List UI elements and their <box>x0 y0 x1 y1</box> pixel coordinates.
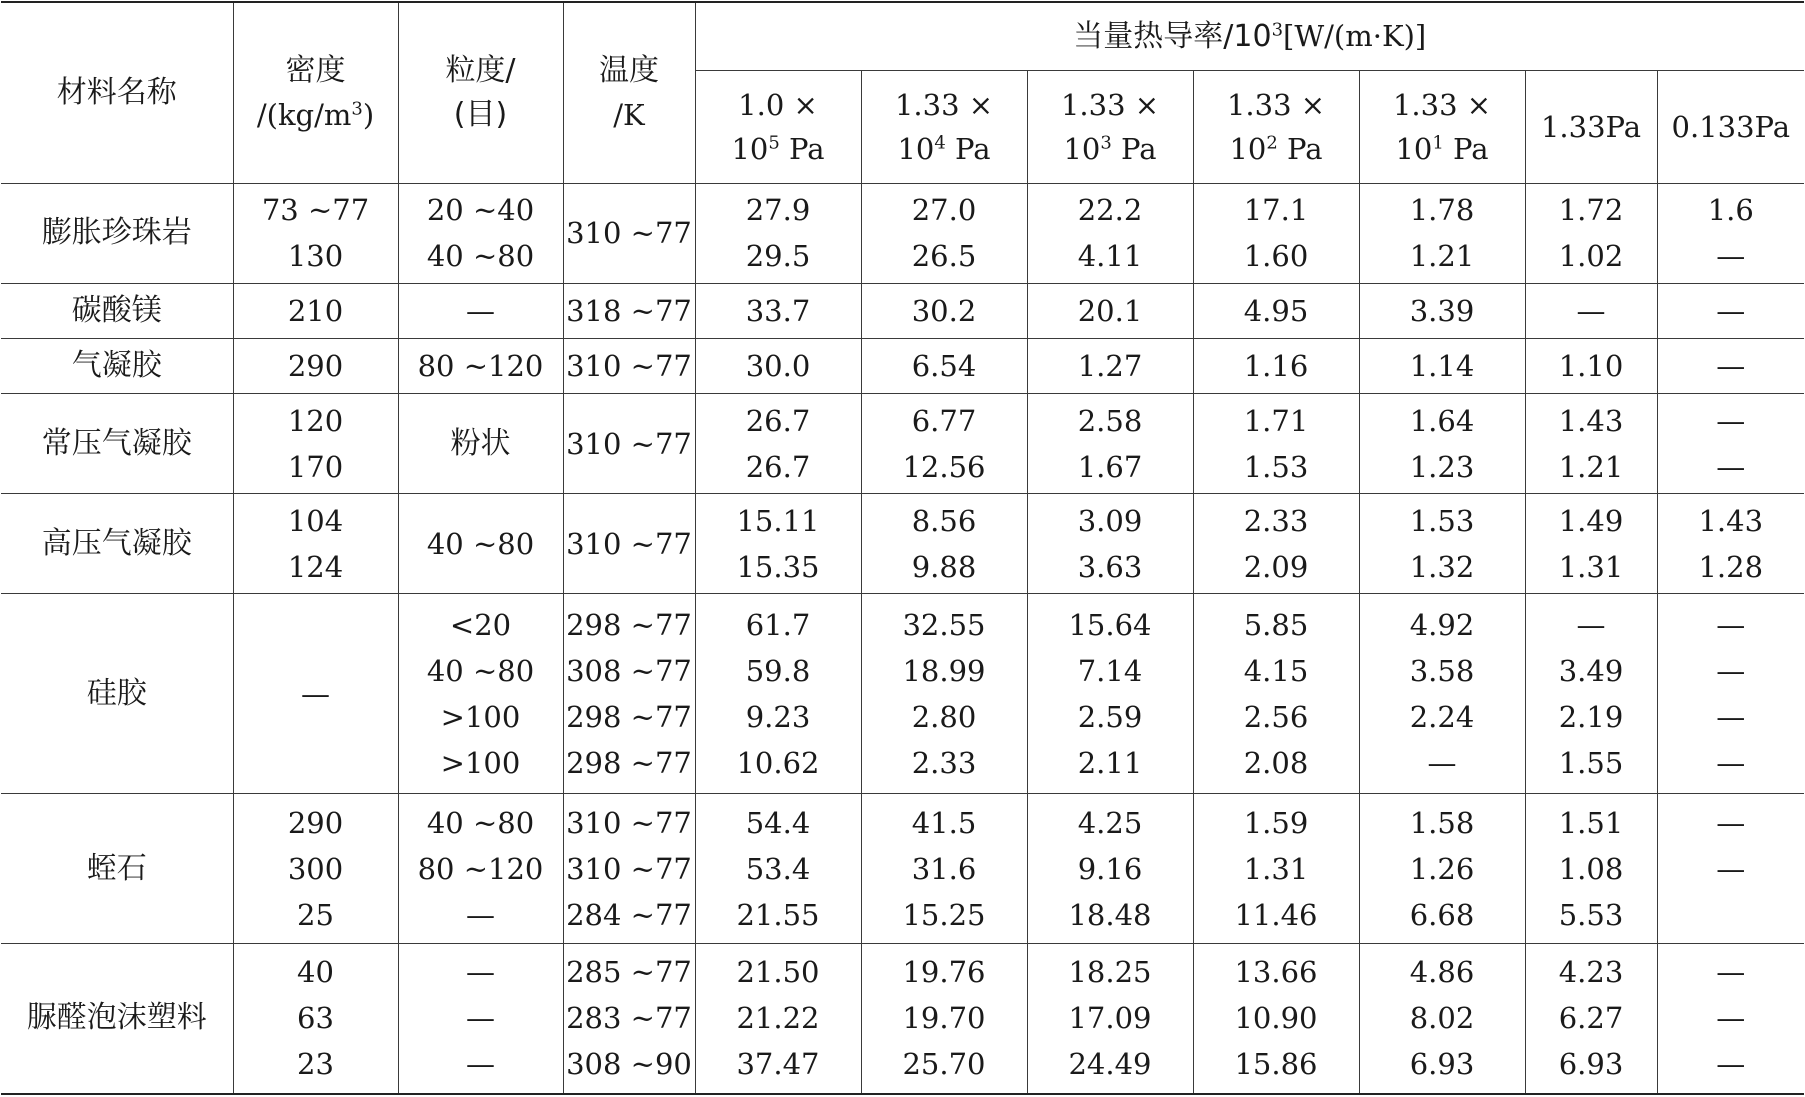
table-row <box>1 943 1804 1094</box>
header-density-unit: $/(kg/m^3)$ <box>256 97 375 132</box>
conductivity-cell-0: 33.7 <box>695 283 861 338</box>
conductivity-cell-5: 1.43 1.21 <box>1525 393 1657 493</box>
conductivity-cell-1: 27.0 26.5 <box>861 183 1027 283</box>
table-row <box>1 794 1804 944</box>
table-row <box>1 494 1804 594</box>
table-row <box>1 283 1804 338</box>
conductivity-cell-5: 1.10 <box>1525 338 1657 393</box>
granularity-cell: — <box>398 283 563 338</box>
table-row <box>1 183 1804 283</box>
conductivity-cell-2: 20.1 <box>1027 283 1193 338</box>
table-body <box>1 183 1804 1094</box>
conductivity-cell-2: 22.2 4.11 <box>1027 183 1193 283</box>
header-conductivity: 当量热导率$/10^3[W/(m\cdot K)]$ <box>695 2 1804 70</box>
conductivity-cell-3: 1.59 1.31 11.46 <box>1193 794 1359 944</box>
conductivity-cell-0: 54.4 53.4 21.55 <box>695 794 861 944</box>
conductivity-cell-3: 2.33 2.09 <box>1193 494 1359 594</box>
conductivity-cell-2: 3.09 3.63 <box>1027 494 1193 594</box>
material-name-cell: 高压气凝胶 <box>1 494 233 594</box>
conductivity-cell-4: 3.39 <box>1359 283 1525 338</box>
conductivity-cell-6: — — <box>1657 794 1804 944</box>
conductivity-cell-1: 32.55 18.99 2.80 2.33 <box>861 594 1027 794</box>
material-name-cell: 硅胶 <box>1 594 233 794</box>
header-temperature-label: 温度 <box>599 52 659 88</box>
header-pressure-2: 1.33 × $10^3$ Pa <box>1027 70 1193 183</box>
conductivity-cell-3: 1.16 <box>1193 338 1359 393</box>
conductivity-cell-4: 4.92 3.58 2.24 — <box>1359 594 1525 794</box>
header-pressure-3: 1.33 × $10^2$ Pa <box>1193 70 1359 183</box>
header-pressure-5: 1.33Pa <box>1525 70 1657 183</box>
conductivity-cell-4: 1.53 1.32 <box>1359 494 1525 594</box>
conductivity-cell-1: 19.76 19.70 25.70 <box>861 943 1027 1094</box>
header-pressure-1: 1.33 × $10^4$ Pa <box>861 70 1027 183</box>
temperature-cell: 310 ~77 310 ~77 284 ~77 <box>563 794 695 944</box>
conductivity-cell-5: 4.23 6.27 6.93 <box>1525 943 1657 1094</box>
density-cell: — <box>233 594 398 794</box>
density-cell: 40 63 23 <box>233 943 398 1094</box>
conductivity-cell-6: — <box>1657 338 1804 393</box>
conductivity-cell-6: — — — <box>1657 943 1804 1094</box>
density-cell: 73 ~77 130 <box>233 183 398 283</box>
conductivity-cell-5: 1.49 1.31 <box>1525 494 1657 594</box>
conductivity-cell-6: — — <box>1657 393 1804 493</box>
material-name-cell: 膨胀珍珠岩 <box>1 183 233 283</box>
granularity-cell: <20 40 ~80 >100 >100 <box>398 594 563 794</box>
table-header <box>1 2 1804 183</box>
header-pressure-0: 1.0 × $10^5$ Pa <box>695 70 861 183</box>
temperature-cell: 310 ~77 <box>563 393 695 493</box>
granularity-cell: 40 ~80 80 ~120 — <box>398 794 563 944</box>
conductivity-cell-3: 4.95 <box>1193 283 1359 338</box>
conductivity-cell-4: 4.86 8.02 6.93 <box>1359 943 1525 1094</box>
temperature-cell: 298 ~77 308 ~77 298 ~77 298 ~77 <box>563 594 695 794</box>
temperature-cell: 310 ~77 <box>563 494 695 594</box>
table-row <box>1 338 1804 393</box>
temperature-cell: 285 ~77 283 ~77 308 ~90 <box>563 943 695 1094</box>
temperature-cell: 310 ~77 <box>563 183 695 283</box>
temperature-cell: 310 ~77 <box>563 338 695 393</box>
conductivity-cell-6: — — — — <box>1657 594 1804 794</box>
conductivity-cell-5: — <box>1525 283 1657 338</box>
granularity-cell: 粉状 <box>398 393 563 493</box>
conductivity-cell-2: 2.58 1.67 <box>1027 393 1193 493</box>
granularity-cell: — — — <box>398 943 563 1094</box>
conductivity-cell-0: 30.0 <box>695 338 861 393</box>
header-pressure-6: 0.133Pa <box>1657 70 1804 183</box>
conductivity-cell-3: 13.66 10.90 15.86 <box>1193 943 1359 1094</box>
density-cell: 210 <box>233 283 398 338</box>
header-temperature <box>563 2 695 183</box>
conductivity-cell-3: 17.1 1.60 <box>1193 183 1359 283</box>
conductivity-cell-2: 4.25 9.16 18.48 <box>1027 794 1193 944</box>
material-name-cell: 常压气凝胶 <box>1 393 233 493</box>
temperature-cell: 318 ~77 <box>563 283 695 338</box>
material-name-cell: 气凝胶 <box>1 338 233 393</box>
conductivity-cell-6: — <box>1657 283 1804 338</box>
conductivity-cell-0: 27.9 29.5 <box>695 183 861 283</box>
material-name-cell: 脲醛泡沫塑料 <box>1 943 233 1094</box>
conductivity-cell-2: 1.27 <box>1027 338 1193 393</box>
thermal-conductivity-table <box>1 1 1804 1095</box>
header-density <box>233 2 398 183</box>
conductivity-cell-1: 30.2 <box>861 283 1027 338</box>
header-pressure-4: 1.33 × $10^1$ Pa <box>1359 70 1525 183</box>
header-material <box>1 2 233 183</box>
header-granularity-label: 粒度/ <box>445 52 516 88</box>
header-temperature-unit: /K <box>613 97 645 132</box>
density-cell: 290 <box>233 338 398 393</box>
material-name-cell: 碳酸镁 <box>1 283 233 338</box>
density-cell: 290 300 25 <box>233 794 398 944</box>
density-cell: 104 124 <box>233 494 398 594</box>
conductivity-cell-3: 5.85 4.15 2.56 2.08 <box>1193 594 1359 794</box>
header-density-label: 密度 <box>285 52 346 88</box>
conductivity-cell-1: 6.54 <box>861 338 1027 393</box>
header-granularity-unit: (目) <box>453 96 508 132</box>
conductivity-cell-6: 1.6 — <box>1657 183 1804 283</box>
conductivity-cell-5: 1.51 1.08 5.53 <box>1525 794 1657 944</box>
table-row <box>1 594 1804 794</box>
granularity-cell: 20 ~40 40 ~80 <box>398 183 563 283</box>
conductivity-cell-0: 61.7 59.8 9.23 10.62 <box>695 594 861 794</box>
conductivity-cell-0: 15.11 15.35 <box>695 494 861 594</box>
conductivity-cell-4: 1.78 1.21 <box>1359 183 1525 283</box>
conductivity-cell-4: 1.14 <box>1359 338 1525 393</box>
conductivity-cell-2: 15.64 7.14 2.59 2.11 <box>1027 594 1193 794</box>
conductivity-cell-1: 6.77 12.56 <box>861 393 1027 493</box>
density-cell: 120 170 <box>233 393 398 493</box>
conductivity-cell-6: 1.43 1.28 <box>1657 494 1804 594</box>
header-material-label: 材料名称 <box>56 74 177 110</box>
granularity-cell: 40 ~80 <box>398 494 563 594</box>
conductivity-cell-0: 21.50 21.22 37.47 <box>695 943 861 1094</box>
header-granularity <box>398 2 563 183</box>
table-row <box>1 393 1804 493</box>
material-name-cell: 蛭石 <box>1 794 233 944</box>
conductivity-cell-2: 18.25 17.09 24.49 <box>1027 943 1193 1094</box>
conductivity-cell-5: 1.72 1.02 <box>1525 183 1657 283</box>
conductivity-cell-4: 1.58 1.26 6.68 <box>1359 794 1525 944</box>
granularity-cell: 80 ~120 <box>398 338 563 393</box>
conductivity-cell-0: 26.7 26.7 <box>695 393 861 493</box>
conductivity-cell-5: — 3.49 2.19 1.55 <box>1525 594 1657 794</box>
conductivity-cell-1: 41.5 31.6 15.25 <box>861 794 1027 944</box>
conductivity-cell-4: 1.64 1.23 <box>1359 393 1525 493</box>
conductivity-cell-1: 8.56 9.88 <box>861 494 1027 594</box>
conductivity-cell-3: 1.71 1.53 <box>1193 393 1359 493</box>
